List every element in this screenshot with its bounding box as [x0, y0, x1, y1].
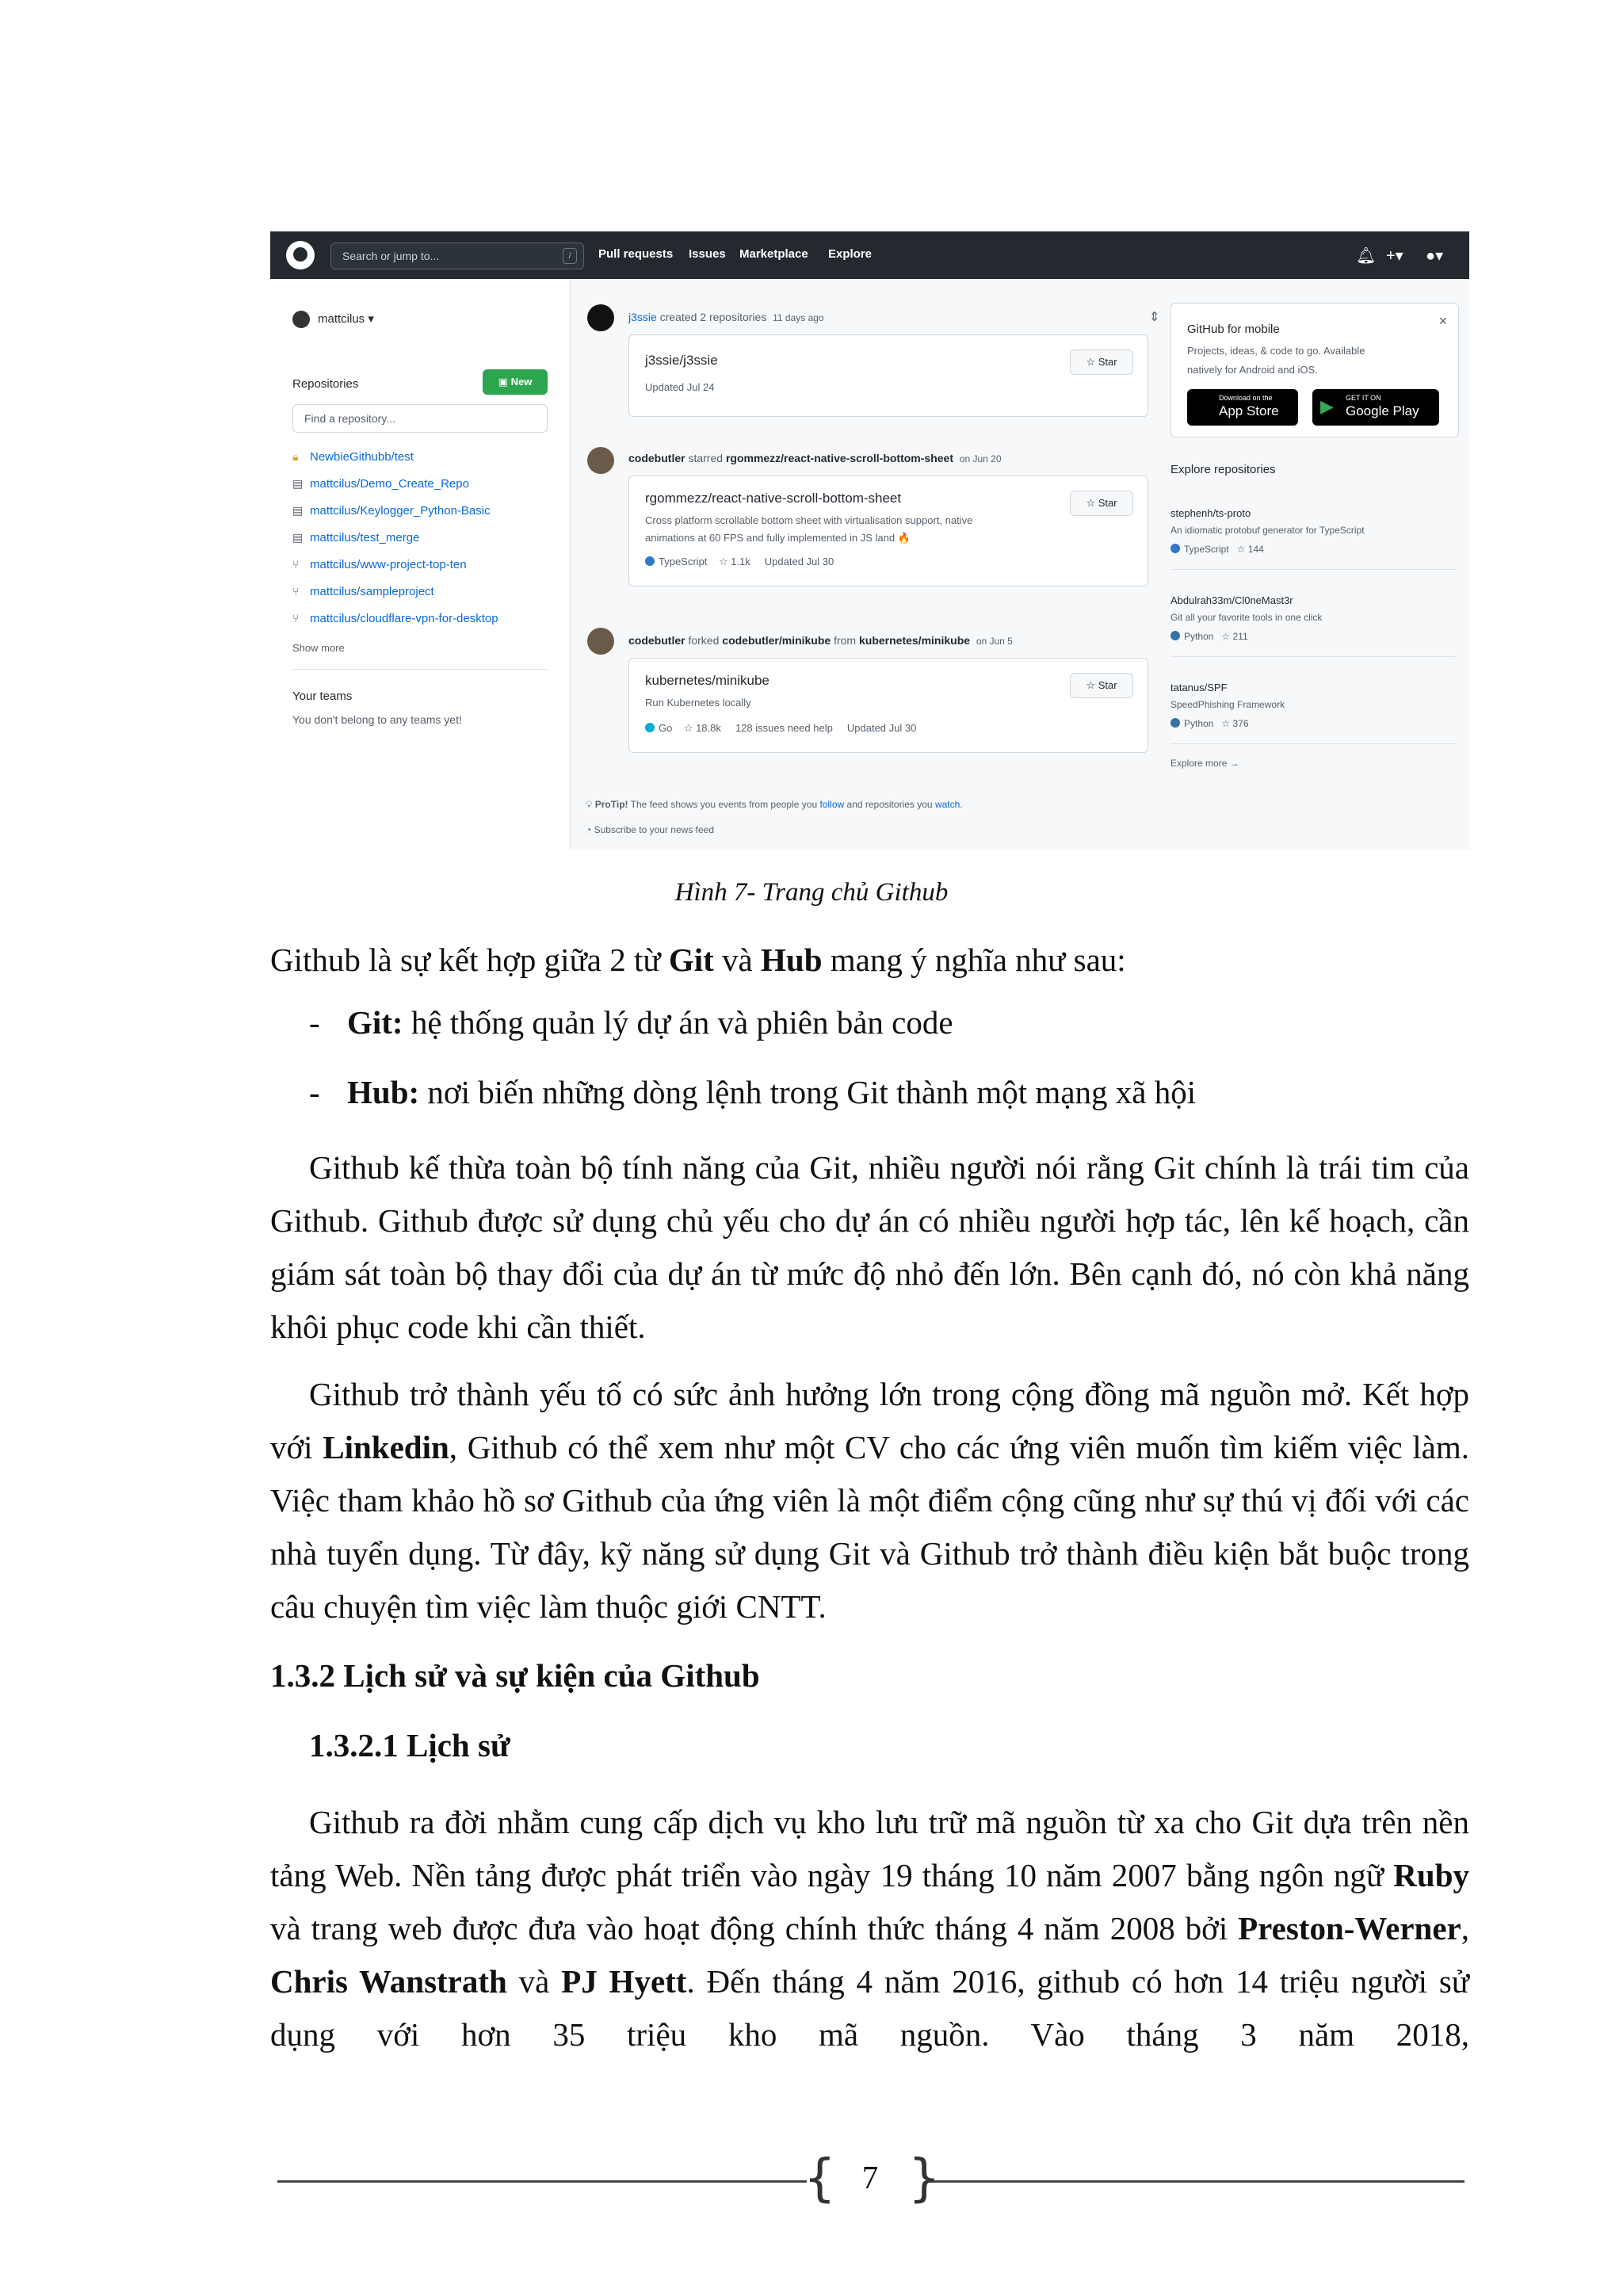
footer-rule-left — [277, 2180, 807, 2183]
star-icon: ☆ — [1221, 718, 1231, 729]
username: mattcilus — [318, 312, 365, 326]
nav-explore[interactable]: Explore — [828, 247, 873, 261]
repo-name: mattcilus/cloudflare-vpn-for-desktop — [310, 612, 498, 625]
person-name: Chris Wanstrath — [270, 1963, 507, 2000]
divider — [1170, 569, 1456, 570]
google-play-label: Google Play — [1346, 403, 1419, 418]
star-count: 144 — [1247, 544, 1264, 555]
teams-empty-text: You don't belong to any teams yet! — [292, 713, 462, 726]
explore-repo-desc: SpeedPhishing Framework — [1170, 699, 1285, 710]
show-more-link[interactable]: Show more — [292, 642, 345, 654]
language: TypeScript — [659, 556, 708, 567]
star-icon: ☆ — [1221, 631, 1231, 642]
repo-link[interactable] — [292, 450, 414, 464]
github-screenshot — [270, 231, 1469, 850]
repo-link[interactable] — [292, 477, 469, 491]
explore-repo-meta — [1170, 544, 1264, 555]
feed-event-header — [628, 634, 1013, 647]
term-ruby: Ruby — [1393, 1857, 1469, 1893]
explore-repo-meta — [1170, 631, 1248, 642]
explore-repo-desc: Git all your favorite tools in one click — [1170, 612, 1323, 623]
divider — [1170, 743, 1456, 744]
language: TypeScript — [1184, 544, 1229, 555]
term-hub: Hub — [761, 942, 823, 978]
target-link[interactable]: rgommezz/react-native-scroll-bottom-sheet — [725, 452, 953, 464]
event-time: 11 days ago — [773, 312, 824, 323]
language-dot — [1170, 631, 1180, 640]
bullet-term: Hub: — [347, 1074, 420, 1110]
star-icon: ☆ — [1086, 356, 1096, 368]
repo-card-updated: Updated Jul 30 — [764, 556, 834, 567]
repo-name: mattcilus/Keylogger_Python-Basic — [310, 504, 491, 518]
user-avatar[interactable] — [292, 311, 310, 328]
bullet-text: nơi biến những dòng lệnh trong Git thành một mạng xã hội — [419, 1074, 1197, 1110]
news-feed — [570, 279, 1469, 850]
slash-key-hint: / — [563, 248, 577, 264]
actor-avatar[interactable] — [587, 447, 614, 474]
github-header — [270, 231, 1469, 279]
repo-name: mattcilus/sampleproject — [310, 585, 434, 598]
bell-icon[interactable]: 🔔︎ — [1356, 247, 1377, 265]
lightbulb-icon: 💡︎ — [586, 799, 593, 810]
bullet-dash: - — [309, 1004, 320, 1041]
find-repository-placeholder: Find a repository... — [304, 412, 395, 425]
event-from: from — [834, 634, 857, 647]
language: Python — [1184, 718, 1214, 729]
bullet-text: hệ thống quản lý dự án và phiên bản code — [403, 1004, 953, 1041]
star-label: Star — [1098, 356, 1117, 368]
event-time: on Jun 20 — [959, 453, 1002, 464]
actor-link[interactable]: codebutler — [628, 634, 685, 647]
event-action: created 2 repositories — [659, 311, 767, 323]
repo-name: mattcilus/test_merge — [310, 531, 420, 544]
your-teams-title: Your teams — [292, 690, 353, 703]
person-name: PJ Hyett — [561, 1963, 687, 2000]
right-brace: } — [908, 2149, 941, 2208]
lock-icon: 🔒︎ — [292, 450, 299, 463]
app-store-small-label: Download on the — [1219, 394, 1273, 402]
star-icon: ☆ — [1236, 544, 1246, 555]
actor-link[interactable]: j3ssie — [628, 311, 657, 323]
actor-avatar[interactable] — [587, 628, 614, 655]
protip-text: and repositories you — [846, 799, 933, 810]
star-count: 376 — [1232, 718, 1249, 729]
repositories-title: Repositories — [292, 377, 359, 391]
protip — [586, 799, 963, 811]
language: Go — [659, 722, 673, 734]
text: Github ra đời nhằm cung cấp dịch vụ kho lưu trữ mã nguồn từ xa cho Git dựa trên nền tảng Web. Nền tảng được phát triển vào ngày 19 tháng 10 năm 2007 bằng ngôn ngữ — [270, 1804, 1469, 1893]
figure-caption: Hình 7- Trang chủ Github — [674, 878, 949, 907]
mobile-promo-text: Projects, ideas, & code to go. Available — [1187, 345, 1365, 357]
language-dot — [1170, 544, 1180, 553]
text: . Đến tháng 4 năm 2016, github có hơn 14 triệu người sử dụng với hơn 35 triệu kho mã nguồn. Vào tháng 3 năm 2018, — [270, 1963, 1469, 2053]
fork-icon: ⑂ — [292, 558, 300, 571]
subscribe-link[interactable] — [586, 824, 714, 835]
nav-issues[interactable]: Issues — [689, 247, 726, 261]
issues-count: 128 issues need help — [735, 722, 833, 734]
event-action: forked — [688, 634, 720, 647]
repo-card-description: animations at 60 FPS and fully implemented in JS land 🔥 — [645, 532, 911, 544]
text: , Github có thể xem như một CV cho các ứng viên muốn tìm kiếm việc làm. Việc tham khảo hồ sơ Github của ứng viên là một điểm cộng cũng như sự thú vị đối với các nhà tuyển dụng. Từ đây, kỹ năng sử dụng Git và Github trở thành điều kiện bắt buộc trong câu chuyện tìm việc làm thuộc giới CNTT. — [270, 1429, 1469, 1625]
page-number: 7 — [861, 2159, 879, 2195]
bullet-dash: - — [309, 1074, 320, 1110]
nav-marketplace[interactable]: Marketplace — [739, 247, 808, 261]
footer-rule-right — [929, 2180, 1465, 2183]
username-switcher[interactable]: mattcilus ▾ — [318, 312, 374, 326]
dashboard-sidebar — [270, 279, 571, 850]
star-icon: ☆ — [683, 722, 693, 734]
divider — [292, 669, 548, 670]
paragraph-2 — [270, 1368, 1469, 1633]
star-icon: ☆ — [1086, 497, 1096, 509]
repo-card-description: Cross platform scrollable bottom sheet with virtualisation support, native — [645, 514, 973, 526]
repo-card — [628, 334, 1148, 417]
repo-link[interactable] — [292, 504, 491, 518]
repo-link[interactable] — [292, 585, 434, 598]
bullet-term: Git: — [347, 1004, 403, 1041]
repo-card-updated: Updated Jul 30 — [846, 722, 917, 734]
repo-icon: ▤ — [292, 477, 304, 490]
paragraph-3 — [270, 1796, 1469, 2061]
text: Github trở thành yếu tố có sức ảnh hưởng lớn trong cộng đồng mã nguồn mở. Kết hợp với — [270, 1376, 1469, 1465]
star-label: Star — [1098, 679, 1117, 691]
rss-icon: ◔ — [586, 824, 592, 835]
play-icon: ▶ — [1320, 396, 1334, 416]
new-button-label: New — [510, 376, 533, 388]
search-placeholder: Search or jump to... — [342, 250, 440, 262]
text: và — [713, 942, 761, 978]
explore-more-link[interactable]: Explore more → — [1170, 758, 1239, 769]
repo-link[interactable] — [292, 612, 498, 625]
fork-icon: ⑂ — [292, 612, 300, 625]
divider — [1170, 656, 1456, 657]
star-label: Star — [1098, 497, 1117, 509]
repo-card-meta — [645, 722, 916, 735]
watch-link[interactable]: watch. — [934, 799, 963, 810]
google-play-small-label: GET IT ON — [1346, 394, 1381, 402]
repo-card-updated: Updated Jul 24 — [645, 381, 715, 393]
repo-icon: ▤ — [292, 531, 304, 544]
repo-icon: ▤ — [292, 504, 304, 517]
text: mang ý nghĩa như sau: — [822, 942, 1126, 978]
star-button[interactable] — [1070, 350, 1133, 375]
section-heading: 1.3.2 Lịch sử và sự kiện của Github — [270, 1657, 760, 1694]
repo-card-description: Run Kubernetes locally — [645, 697, 751, 709]
repo-card — [628, 476, 1148, 586]
repo-card — [628, 658, 1148, 753]
explore-repo-desc: An idiomatic protobuf generator for TypeScript — [1170, 525, 1365, 536]
app-store-button[interactable] — [1187, 389, 1298, 426]
left-brace: { — [804, 2149, 836, 2208]
repo-link[interactable] — [292, 531, 419, 544]
bullet-item — [309, 1003, 953, 1041]
find-repository-input[interactable] — [292, 404, 548, 433]
intro-paragraph — [270, 934, 1469, 987]
text: Github là sự kết hợp giữa 2 từ — [270, 942, 669, 978]
repo-name: NewbieGithubb/test — [310, 450, 414, 464]
term-linkedin: Linkedin — [323, 1429, 449, 1465]
star-count: 211 — [1232, 631, 1248, 642]
app-store-label: App Store — [1219, 403, 1279, 418]
subscribe-label: Subscribe to your news feed — [594, 824, 715, 835]
google-play-button[interactable] — [1312, 389, 1439, 426]
repo-name: mattcilus/www-project-top-ten — [310, 558, 467, 571]
search-input[interactable] — [330, 243, 584, 269]
person-name: Preston-Werner — [1238, 1910, 1461, 1946]
subsection-heading: 1.3.2.1 Lịch sử — [309, 1727, 510, 1763]
new-repo-button[interactable]: ▣ New — [483, 369, 548, 395]
explore-title: Explore repositories — [1170, 463, 1276, 476]
text: và — [506, 1963, 562, 2000]
explore-repo-name[interactable]: stephenh/ts-proto — [1170, 507, 1251, 519]
mobile-promo-card — [1170, 303, 1459, 437]
target-link[interactable]: codebutler/minikube — [722, 634, 831, 647]
term-git: Git — [668, 942, 714, 978]
star-button[interactable] — [1070, 491, 1133, 516]
protip-label: ProTip! — [594, 799, 628, 810]
mobile-promo-title: GitHub for mobile — [1187, 323, 1280, 336]
star-icon: ☆ — [1086, 679, 1096, 691]
language-dot — [1170, 718, 1180, 728]
language: Python — [1184, 631, 1214, 642]
follow-link[interactable]: follow — [819, 799, 845, 810]
star-icon: ☆ — [718, 556, 728, 567]
star-button[interactable] — [1070, 673, 1133, 698]
feed-event-header — [628, 311, 824, 323]
avatar-dropdown-icon[interactable]: ●▾ — [1426, 247, 1444, 265]
protip-text: The feed shows you events from people you — [630, 799, 818, 810]
explore-repo-name[interactable]: Abdulrah33m/Cl0neMast3r — [1170, 594, 1293, 606]
event-action: starred — [688, 452, 724, 464]
repo-card-name[interactable]: kubernetes/minikube — [645, 673, 769, 688]
actor-link[interactable]: codebutler — [628, 452, 685, 464]
event-time: on Jun 5 — [976, 636, 1013, 647]
bullet-item — [309, 1073, 1196, 1111]
repo-card-name[interactable]: j3ssie/j3ssie — [645, 353, 718, 368]
actor-avatar[interactable] — [587, 304, 614, 331]
nav-pull-requests[interactable]: Pull requests — [598, 247, 674, 261]
explore-repo-name[interactable]: tatanus/SPF — [1170, 682, 1228, 693]
star-count: 1.1k — [731, 556, 750, 567]
language-dot — [645, 723, 655, 732]
paragraph-1: Github kế thừa toàn bộ tính năng của Git, nhiều người nói rằng Git chính là trái tim của Github. Github được sử dụng chủ yếu cho dự án có nhiều người hợp tác, lên kế hoạch, cần giám sát toàn bộ thay đổi của dự án từ mức độ nhỏ đến lớn. Bên cạnh đó, nó còn khả năng khôi phục code khi cần thiết. — [270, 1149, 1469, 1345]
github-logo-icon[interactable] — [286, 241, 315, 269]
plus-dropdown-icon[interactable]: +▾ — [1386, 247, 1403, 265]
fork-icon: ⑂ — [292, 585, 300, 598]
repo-name: mattcilus/Demo_Create_Repo — [310, 477, 469, 491]
repo-link[interactable] — [292, 558, 467, 571]
text: và trang web được đưa vào hoạt động chính thức tháng 4 năm 2008 bởi — [270, 1910, 1239, 1946]
unfold-icon[interactable]: ⇕ — [1149, 311, 1160, 324]
text: , — [1461, 1910, 1469, 1946]
explore-repo-meta — [1170, 718, 1249, 729]
repo-card-meta — [645, 556, 834, 568]
repo-card-name[interactable]: rgommezz/react-native-scroll-bottom-sheet — [645, 491, 902, 506]
close-icon[interactable]: × — [1438, 313, 1447, 329]
star-count: 18.8k — [696, 722, 721, 734]
mobile-promo-text: natively for Android and iOS. — [1187, 364, 1318, 376]
feed-event-header — [628, 452, 1002, 464]
language-dot — [645, 556, 655, 566]
source-link[interactable]: kubernetes/minikube — [858, 634, 971, 647]
